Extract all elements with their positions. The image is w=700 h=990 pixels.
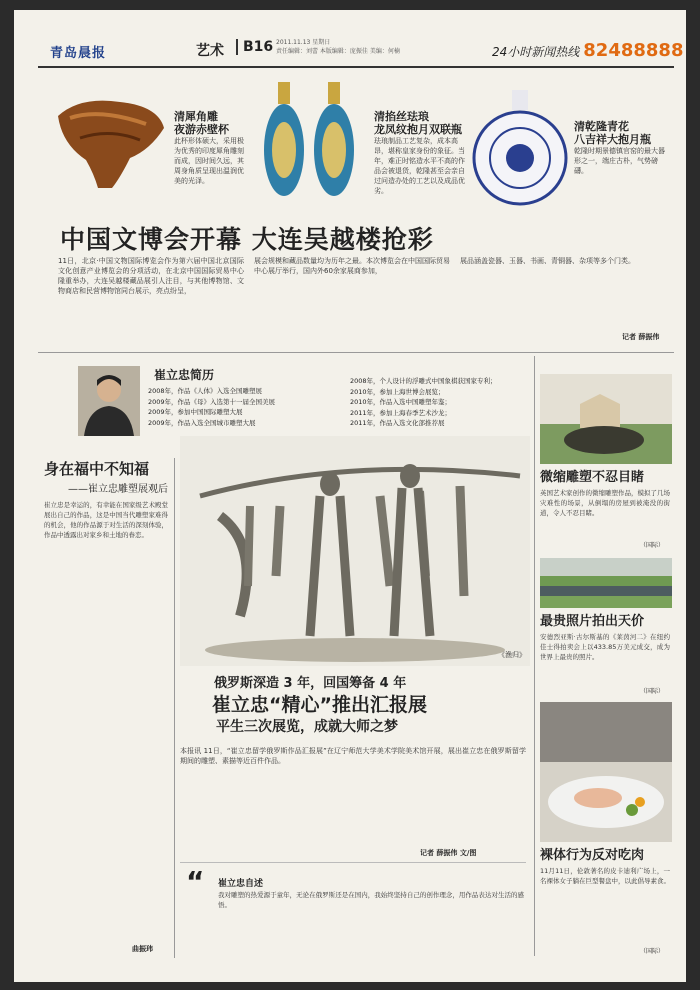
masthead-meta xyxy=(276,38,476,56)
lead-column-3: 展品涵盖瓷器、玉器、书画、青铜器、杂项等多个门类。 xyxy=(460,257,635,265)
section-title: 艺术 xyxy=(196,43,224,59)
sidebar-text-1: 英国艺术家创作的微缩雕塑作品，模拟了几场灾难性的场景，从倒塌的房屋到被淹没的街道，令人不忍目睹。 xyxy=(540,489,670,517)
sidebar-credit-3: （国际） xyxy=(640,948,665,955)
bio-entry: 2011年，作品入选文化部推荐展 xyxy=(350,419,445,427)
quote-title: 崔立忠自述 xyxy=(218,879,264,889)
quote-mark-icon: “ xyxy=(186,865,205,898)
hotline xyxy=(492,40,683,61)
newspaper-page xyxy=(14,10,686,982)
cloisonne-vases-photo xyxy=(264,80,374,210)
bio-right-list xyxy=(350,376,530,429)
bio-entry: 2011年，参加上海春季艺术沙龙； xyxy=(350,408,452,417)
lead-divider xyxy=(38,352,674,353)
hotline-label: 24小时新闻热线 xyxy=(492,45,580,59)
review-divider xyxy=(174,458,175,958)
issue-date: 2011.11.13 星期日 xyxy=(276,39,331,46)
bio-left-list xyxy=(148,386,348,428)
quote-divider xyxy=(180,862,526,863)
sidebar-title-2: 最贵照片拍出天价 xyxy=(540,614,645,629)
gallery-title: 清掐丝珐琅 龙凤纹抱月双联瓶 xyxy=(374,110,462,136)
newspaper-logo: 青岛晨报 xyxy=(50,46,107,61)
gallery-item-3 xyxy=(574,120,666,176)
sidebar-divider xyxy=(534,356,535,956)
feature-kicker: 俄罗斯深造 3 年，回国筹备 4 年 xyxy=(214,676,407,691)
sidebar-credit-2: （国际） xyxy=(640,688,665,695)
gallery-text: 此杯形体硕大，采用极为优秀的印度犀角雕刻而成，因时间久远，其周身角质呈现出温润优美的光泽。 xyxy=(174,137,244,185)
lead-column-1: 11日，北京·中国文物国际博览会作为第六届中国北京国际文化创意产业博览会的分项活动，在北京中国国际贸易中心隆重举办，大连吴越楼藏品展引人注目，与其他博物馆、文物商店和民营博物馆同台展示，亮点纷呈， xyxy=(58,257,244,295)
rhine-photo xyxy=(540,558,672,608)
feature-subhead: 平生三次展览，成就大师之梦 xyxy=(216,719,398,735)
bio-entry: 2009年，作品《母》入选第十一届全国美展 xyxy=(148,397,276,406)
sidebar-text-2: 安德烈亚斯·古尔斯基的《莱茵河二》在纽约佳士得拍卖会上以433.85万美元成交，成为世界上最贵的照片。 xyxy=(540,633,670,661)
lead-headline: 中国文博会开幕 大连吴越楼抢彩 xyxy=(60,225,434,254)
sidebar-credit-1: （国际） xyxy=(640,542,665,549)
gallery-item-1 xyxy=(174,110,244,186)
gallery-item-2 xyxy=(374,110,469,196)
blue-white-flask-photo xyxy=(470,90,570,210)
bio-entry: 2010年，作品入选中国雕塑年鉴； xyxy=(350,398,452,406)
sidebar-title-3: 裸体行为反对吃肉 xyxy=(540,848,645,863)
feature-byline: 记者 薛振伟 文/图 xyxy=(420,849,477,857)
masthead-rule xyxy=(38,66,674,68)
editor-credits: 责任编辑：刘蕾 本版编辑：庞振佳 美编：何楠 xyxy=(276,48,400,55)
quote-body: 我对雕塑的热爱源于童年，无论在俄罗斯还是在国内，我始终坚持自己的创作理念，用作品表达对生活的感悟。 xyxy=(218,891,524,909)
artist-portrait xyxy=(78,366,140,436)
miniature-sculpture-photo xyxy=(540,374,672,464)
lead-column-2: 展会规模和藏品数量均为历年之最。本次博览会在中国国际贸易中心展厅举行，国内外60余家展商参加， xyxy=(254,257,450,275)
bio-entry: 2008年，作品《人体》入选全国雕塑展 xyxy=(148,387,263,395)
review-body: 崔立忠是幸运的，有幸能在国家级艺术殿堂展出自己的作品，这是中国当代雕塑家难得的机会，他的作品源于对生活的深刻体验，作品中透露出对家乡和土地的眷恋。 xyxy=(44,501,168,539)
sculpture-photo xyxy=(180,436,530,666)
bio-title: 崔立忠简历 xyxy=(154,368,215,382)
review-subtitle: ——崔立忠雕塑展观后 xyxy=(68,484,168,495)
gallery-text: 珐琅制品工艺复杂，成本高昂，堪称皇家身份的象征。当年，难正时铭造水平不高的作品会被退货，乾隆甚至会亲自过问造办处的工艺以及成品优劣。 xyxy=(374,137,465,195)
lead-byline: 记者 薛振伟 xyxy=(622,333,660,341)
feature-body: 本报讯 11日，“崔立忠留学俄罗斯作品汇报展”在辽宁师范大学美术学院美术馆开展，展出崔立忠在俄罗斯留学期间的雕塑、素描等近百件作品。 xyxy=(180,747,526,765)
sidebar-text-3: 11月11日，伦敦著名的皮卡迪利广场上，一名裸体女子躺在巨型餐盘中，以此倡导素食。 xyxy=(540,867,670,885)
hotline-number: 82488888 xyxy=(583,40,684,61)
bio-entry: 2009年，参加中国国际雕塑大展 xyxy=(148,408,243,416)
photo-caption: 《渔归》 xyxy=(498,651,526,659)
review-title: 身在福中不知福 xyxy=(44,460,150,478)
protest-photo xyxy=(540,702,672,842)
gallery-text: 乾隆时期景德镇官窑的最大器形之一，端庄古朴，气势磅礴。 xyxy=(574,147,665,175)
sidebar-title-1: 微缩雕塑不忍目睹 xyxy=(540,470,645,485)
bio-entry: 2010年，参加上海世博会展览； xyxy=(350,387,445,396)
gallery-title: 清犀角雕 夜游赤壁杯 xyxy=(174,110,229,136)
review-author: 曲振玮 xyxy=(132,945,153,953)
gallery-title: 清乾隆青花 八吉祥大抱月瓶 xyxy=(574,120,651,146)
feature-headline: 崔立忠“精心”推出汇报展 xyxy=(212,694,427,716)
page-number: B16 xyxy=(236,39,273,55)
bio-entry: 2009年，作品入选全国城市雕塑大展 xyxy=(148,418,256,427)
rhino-horn-cup-photo xyxy=(50,88,170,198)
bio-entry: 2008年，个人设计的浮雕式中国象棋获国家专利； xyxy=(350,377,497,385)
